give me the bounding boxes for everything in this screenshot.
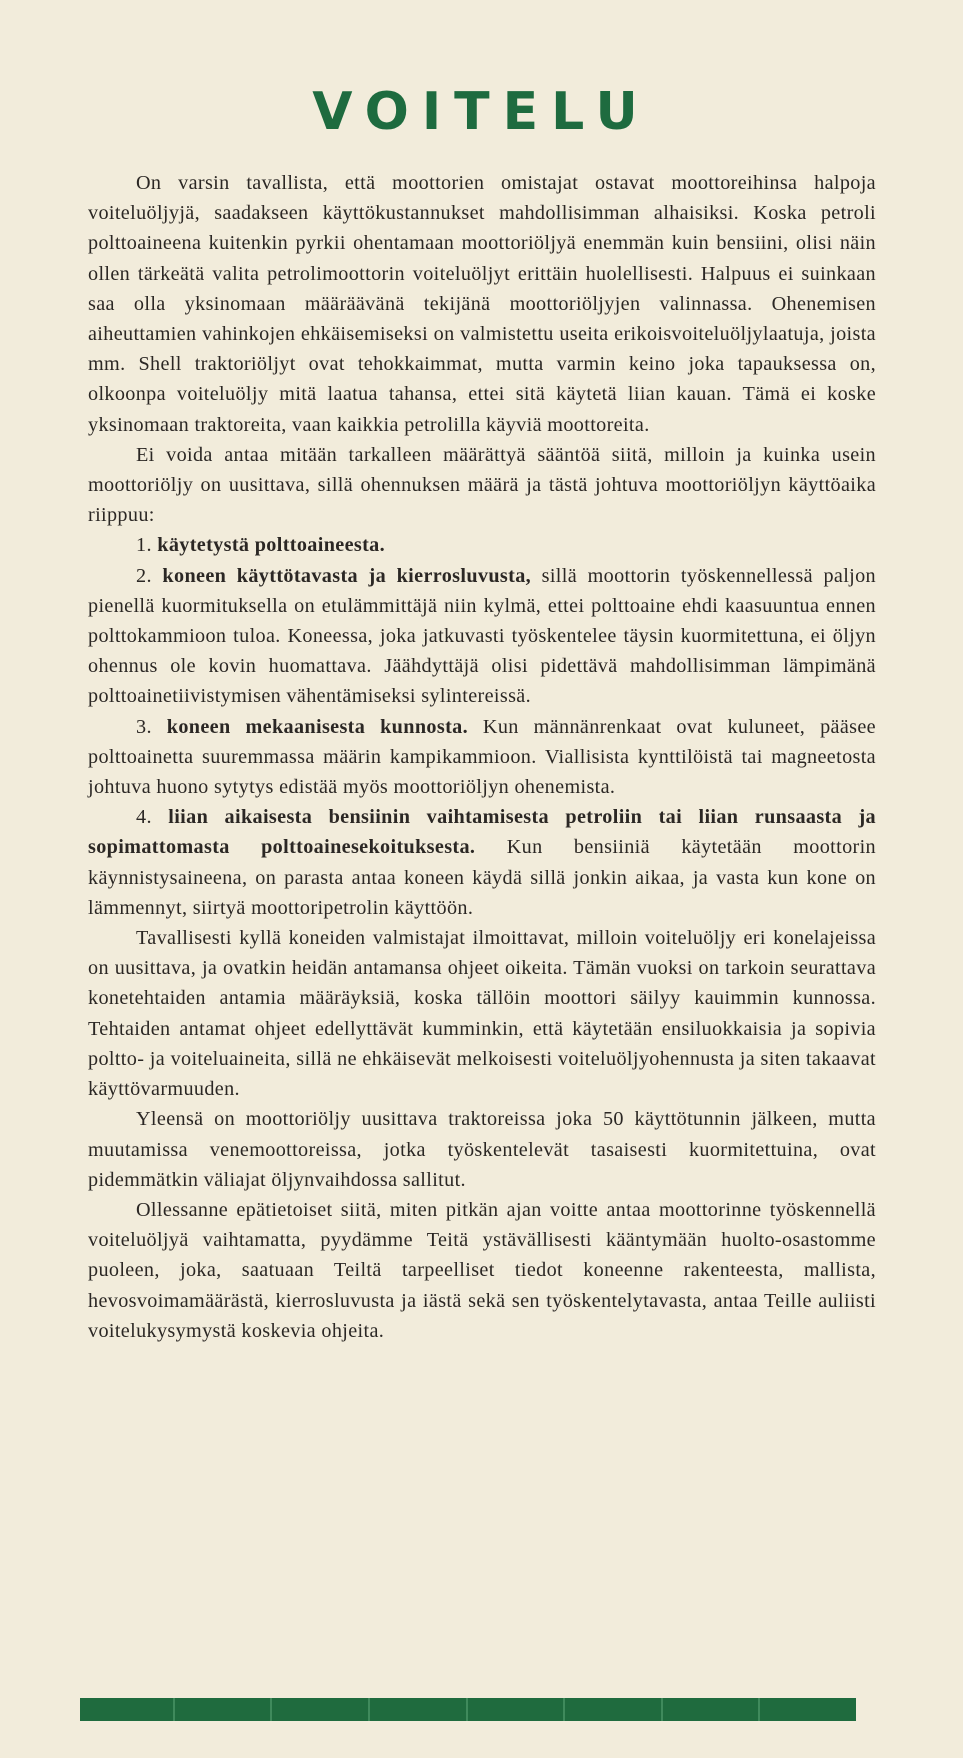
item-number: 3. (136, 715, 152, 738)
bar-segment (471, 1698, 566, 1721)
bar-segment (80, 1698, 175, 1721)
item-heading: koneen mekaanisesta kunnosta. (166, 715, 468, 738)
paragraph: Ei voida antaa mitään tarkalleen määrättyä sääntöä siitä, milloin ja kuinka usein moottoriöljy on uusittava, sillä ohennuksen määrä ja tästä johtuva moottoriöljyn käyttöaika riippuu: (88, 443, 876, 527)
item-heading: liian aikaisesta bensiinin vaihtamisesta petroliin tai liian runsaasta ja sopimattomasta polttoainesekoituksesta. (88, 806, 876, 859)
item-text: Kun männänrenkaat ovat kuluneet, pääsee polttoainetta suuremmassa määrin kampikammioon. Viallisista kynttilöistä tai magneetosta johtuva huono sytytys edistää myös moottoriöljyn ohenemista. (88, 715, 876, 799)
body-text (88, 168, 876, 1346)
bar-segment (568, 1698, 663, 1721)
item-text: sillä moottorin työskennellessä paljon pienellä kuormituksella on etulämmittäjä niin kylmä, ettei polttoaine ehdi kaasuuntua ennen polttokammioon tuloa. Koneessa, joka jatkuvasti työskentelee täysin kuormitettuna, ei öljyn ohennus ole kovin huomattava. Jäähdyttäjä olisi pidettävä mahdollisimman lämpimänä polttoainetiivistymisen vähentämiseksi sylintereissä. (88, 564, 877, 708)
paragraph: Ollessanne epätietoiset siitä, miten pitkän ajan voitte antaa moottorinne työskennellä voiteluöljyä vaihtamatta, pyydämme Teitä ystävällisesti kääntymään huolto-osastomme puoleen, joka, saatuaan Teiltä tarpeelliset tiedot koneenne rakenteesta, mallista, hevosvoimamäärästä, kierrosluvusta ja iästä sekä sen työskentelytavasta, antaa Teille auliisti voitelukysymystä koskevia ohjeita. (88, 1198, 876, 1342)
bar-segment (373, 1698, 468, 1721)
item-text: Kun bensiiniä käytetään moottorin käynnistysaineena, on parasta antaa koneen käydä sillä jonkin aikaa, ja vasta kun kone on lämmennyt, siirtyä moottoripetrolin käyttöön. (88, 836, 876, 919)
item-number: 4. (136, 806, 152, 829)
decorative-footer-bar (80, 1698, 856, 1721)
item-heading: koneen käyttötavasta ja kierrosluvusta, (162, 564, 532, 587)
item-number: 2. (136, 564, 152, 587)
paragraph: Yleensä on moottoriöljy uusittava traktoreissa joka 50 käyttötunnin jälkeen, mutta muutamissa venemoottoreissa, jotka työskentelevät tasaisesti kuormitettuina, ovat pidemmätkin väliajat öljynvaihdossa sallitut. (88, 1108, 876, 1191)
bar-segment (763, 1698, 856, 1721)
list-item (88, 802, 876, 923)
bar-segment (275, 1698, 370, 1721)
paragraph: On varsin tavallista, että moottorien omistajat ostavat moottoreihinsa halpoja voiteluöljyjä, saadakseen käyttökustannukset mahdollisimman alhaisiksi. Koska petroli polttoaineena kuitenkin pyrkii ohentamaan moottoriöljyä enemmän kuin bensiini, olisi näin ollen tärkeätä valita petrolimoottorin voiteluöljyt erittäin huolellisesti. Halpuus ei suinkaan saa olla yksinomaan määräävänä tekijänä moottoriöljyjen valinnassa. Ohenemisen aiheuttamien vahinkojen ehkäisemiseksi on valmistettu useita erikoisvoiteluöljylaatuja, joista mm. Shell traktoriöljyt ovat tehokkaimmat, mutta varmin keino joka tapauksessa on, olkoonpa voiteluöljy mitä laatua tahansa, ettei sitä käytetä liian kauan. Tämä ei koske yksinomaan traktoreita, vaan kaikkia petrolilla käyviä moottoreita. (88, 172, 876, 436)
paragraph: Tavallisesti kyllä koneiden valmistajat ilmoittavat, milloin voiteluöljy eri konelajeissa on uusittava, ja ovatkin heidän antamansa ohjeet oikeita. Tämän vuoksi on tarkoin seurattava konetehtaiden antamia määräyksiä, koska tällöin moottori säilyy kauimmin kunnossa. Tehtaiden antamat ohjeet edellyttävät kumminkin, että käytetään ensiluokkaisia ja sopivia poltto- ja voiteluaineita, sillä ne ehkäisevät melkoisesti voiteluöljyohennusta ja siten takaavat käyttövarmuuden. (88, 927, 876, 1101)
list-item (88, 712, 876, 803)
item-heading: käytetystä polttoaineesta. (157, 534, 386, 557)
bar-segment (666, 1698, 761, 1721)
page-title: VOITELU (312, 82, 651, 142)
item-number: 1. (136, 534, 152, 557)
list-item (88, 530, 876, 560)
bar-segment (178, 1698, 273, 1721)
list-item (88, 561, 876, 712)
